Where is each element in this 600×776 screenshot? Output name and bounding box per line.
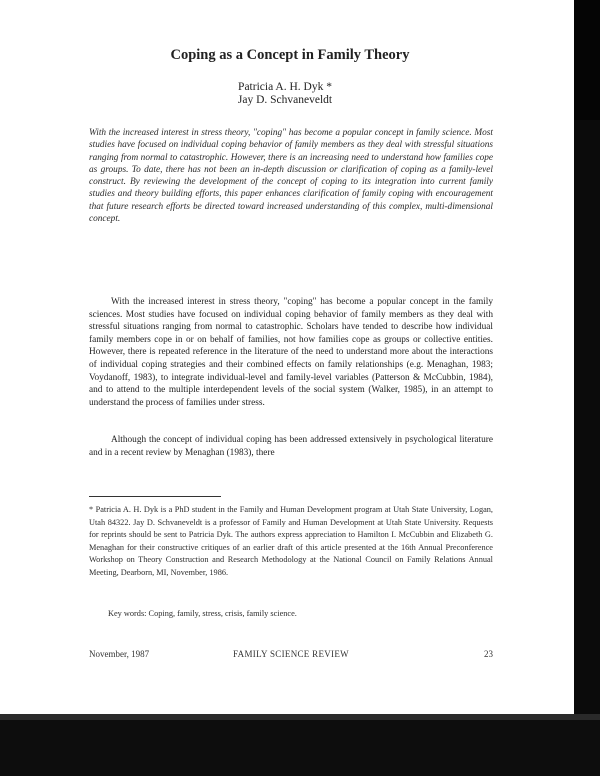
scan-edge-bottom xyxy=(0,714,600,776)
abstract: With the increased interest in stress theory, "coping" has become a popular concept in family science. Most studies have focused on individual coping behavior of family members as they deal with stressful situations ranging from normal to catastrophic. However, there is an increasing need to understand how families cope as groups. To date, there has not been an in-depth discussion or clarification of coping as a family-level construct. By reviewing the development of the concept of coping to its integration into current family studies and theory building efforts, this paper enhances clarification of family coping with encouragement that future research efforts be directed toward increased understanding of this complex, multi-dimensional concept. xyxy=(89,128,493,225)
scan-shadow xyxy=(574,0,600,120)
author-list xyxy=(170,81,400,107)
page-number: 23 xyxy=(484,649,493,659)
author-name: Patricia A. H. Dyk * xyxy=(238,81,332,93)
footnote-divider xyxy=(89,496,221,497)
issue-date: November, 1987 xyxy=(89,649,150,659)
scan-shadow xyxy=(0,714,600,720)
journal-name: FAMILY SCIENCE REVIEW xyxy=(233,649,349,659)
page-footer xyxy=(89,649,493,661)
body-paragraph: Although the concept of individual coping has been addressed extensively in psychological literature and in a recent review by Menaghan (1983), there xyxy=(89,435,493,458)
paper-title: Coping as a Concept in Family Theory xyxy=(170,47,410,63)
keywords: Key words: Coping, family, stress, crisis, family science. xyxy=(108,609,297,618)
author-name: Jay D. Schvaneveldt xyxy=(237,94,333,106)
body-paragraph: With the increased interest in stress theory, "coping" has become a popular concept in the family sciences. Most studies have focused on individual coping behavior of family members as they deal with stressful situations ranging from normal to catastrophic. Scholars have tended to describe how individual family members cope in or on behalf of families, not how families cope as groups or collective entities. However, there is repeated reference in the literature of the need to understand more about the interactions of individual coping strategies and their combined effects on family relationships (e.g. Menaghan, 1983; Voydanoff, 1983), to integrate individual-level and family-level variables (Patterson & McCubbin, 1984), and to attend to the multiple interdependent levels of the social system (Walker, 1985), in an attempt to understand the process of families under stress. xyxy=(89,297,493,408)
scan-edge-right xyxy=(574,0,600,776)
author-footnote: * Patricia A. H. Dyk is a PhD student in the Family and Human Development program at Utah State University, Logan, Utah 84322. Jay D. Schvaneveldt is a professor of Family and Human Development at Utah State University. Requests for reprints should be sent to Patricia Dyk. The authors express appreciation to Hamilton I. McCubbin and Elizabeth G. Menaghan for their constructive critiques of an earlier draft of this article presented at the 16th Annual Preconference Workshop on Theory Construction and Research Methodology at the National Council on Family Relations Annual Meeting, Dearborn, MI, November, 1986. xyxy=(89,505,493,577)
